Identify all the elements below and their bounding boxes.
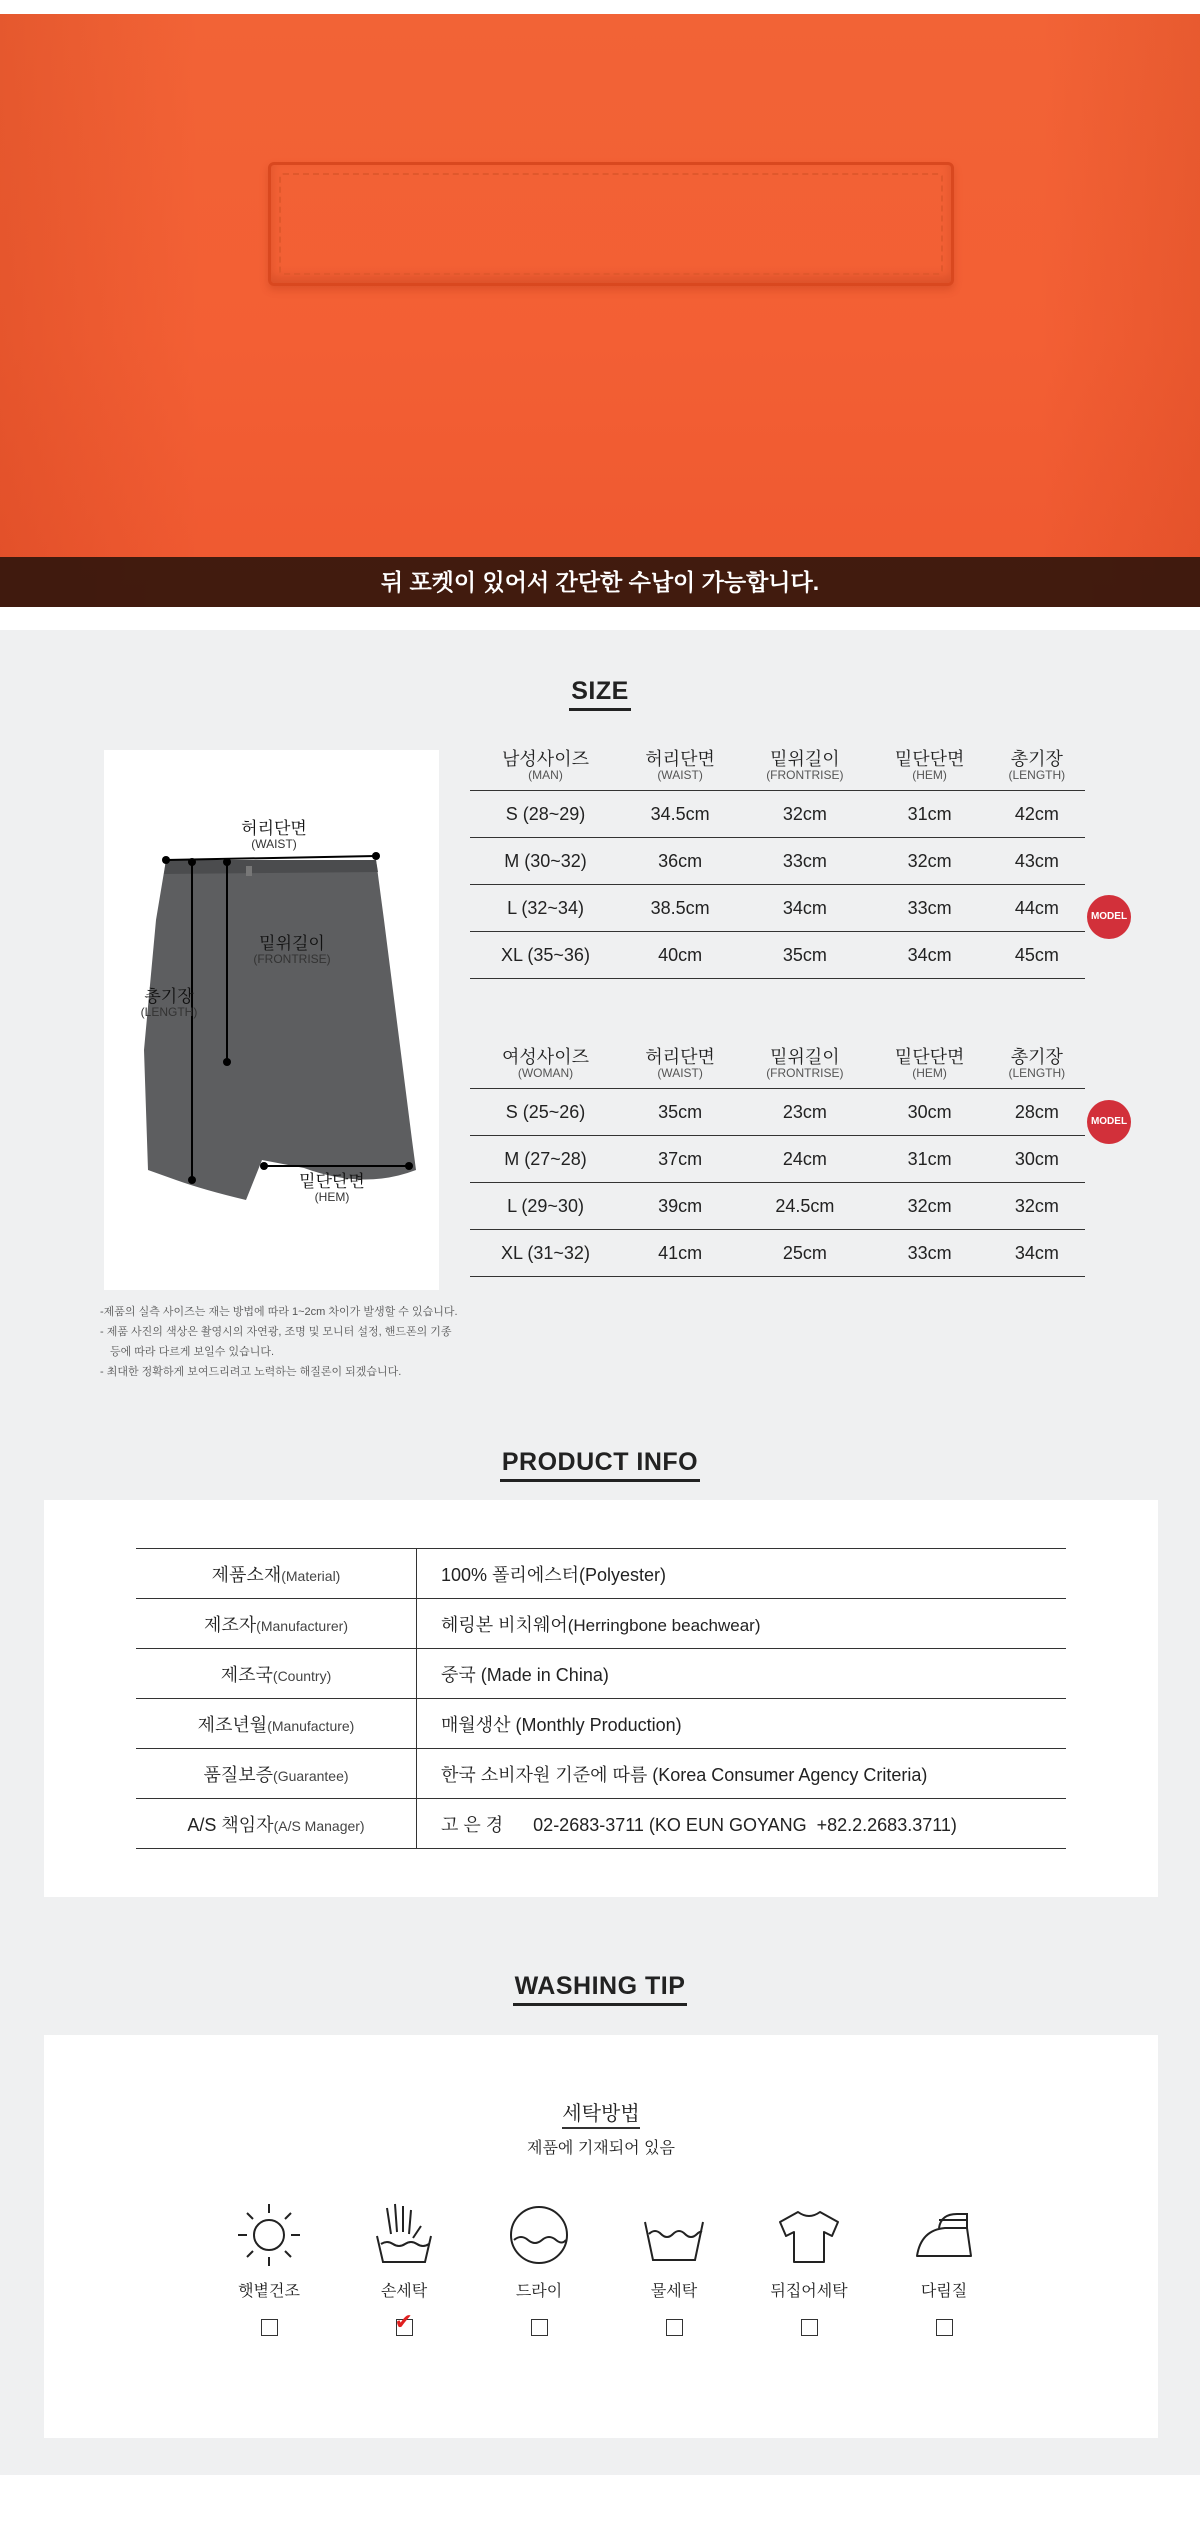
women-header-hem: 밑단단면 (HEM) xyxy=(871,1038,989,1089)
hand-wash-icon xyxy=(369,2200,439,2270)
table-row: S (28~29) 34.5cm 32cm 31cm 42cm xyxy=(470,791,1085,838)
length-label: 총기장 (LENGTH) xyxy=(140,987,198,1019)
washing-tip-title: WASHING TIP xyxy=(0,1972,1200,2001)
men-header-length: 총기장 (LENGTH) xyxy=(989,740,1085,791)
table-row: L (32~34) 38.5cm 34cm 33cm 44cm xyxy=(470,885,1085,932)
size-title: SIZE xyxy=(0,677,1200,706)
wash-item-water-wash xyxy=(604,2200,744,2336)
women-header-waist: 허리단면 (WAIST) xyxy=(621,1038,739,1089)
washing-card xyxy=(44,2035,1158,2438)
wash-label: 드라이 xyxy=(515,2283,563,2300)
women-header-frontrise: 밑위길이 (FRONTRISE) xyxy=(739,1038,870,1089)
table-row: XL (35~36) 40cm 35cm 34cm 45cm xyxy=(470,932,1085,979)
dry-clean-icon xyxy=(504,2200,574,2270)
wash-label: 햇볕건조 xyxy=(238,2283,300,2300)
women-header-length: 총기장 (LENGTH) xyxy=(989,1038,1085,1089)
table-row: M (30~32) 36cm 33cm 32cm 43cm xyxy=(470,838,1085,885)
iron-icon xyxy=(909,2200,979,2270)
table-row: 제품소재(Material) 100% 폴리에스터(Polyester) xyxy=(136,1549,1066,1599)
table-row: M (27~28) 37cm 24cm 31cm 30cm xyxy=(470,1136,1085,1183)
sun-dry-icon xyxy=(234,2200,304,2270)
men-header-hem: 밑단단면 (HEM) xyxy=(871,740,989,791)
table-row: 제조자(Manufacturer) 헤링본 비치웨어(Herringbone beachwear) xyxy=(136,1599,1066,1649)
wash-label: 손세탁 xyxy=(380,2283,428,2300)
water-wash-icon xyxy=(639,2200,709,2270)
wash-label: 뒤집어세탁 xyxy=(770,2283,848,2300)
inside-out-wash-icon xyxy=(774,2200,844,2270)
hero-photo xyxy=(0,14,1200,607)
wash-item-hand-wash xyxy=(334,2200,474,2336)
size-diagram xyxy=(104,750,439,1290)
sun-dry-checkbox[interactable] xyxy=(261,2319,278,2336)
women-header-size: 여성사이즈 (WOMAN) xyxy=(470,1038,621,1089)
wash-item-dry-clean xyxy=(469,2200,609,2336)
wash-method-subtitle: 제품에 기재되어 있음 xyxy=(527,2140,675,2157)
back-pocket-image xyxy=(268,162,954,286)
waist-label: 허리단면 (WAIST) xyxy=(241,819,307,851)
size-notes: -제품의 실측 사이즈는 재는 방법에 따라 1~2cm 차이가 발생할 수 있습니다. - 제품 사진의 색상은 촬영시의 자연광, 조명 및 모니터 설정, 핸드폰의 기종 등에 따라 다르게 보일수 있습니다. - 최대한 정확하게 보여드리려고 노력하는 해질론이 되겠습니다. xyxy=(100,1306,458,1378)
table-row: L (29~30) 39cm 24.5cm 32cm 32cm xyxy=(470,1183,1085,1230)
frontrise-label: 밑위길이 (FRONTRISE) xyxy=(253,934,331,966)
wash-item-sun-dry xyxy=(199,2200,339,2336)
table-row: 품질보증(Guarantee) 한국 소비자원 기준에 따름 (Korea Consumer Agency Criteria) xyxy=(136,1749,1066,1799)
checkmark-icon: ✔ xyxy=(394,2309,413,2334)
model-badge-women: MODEL xyxy=(1087,1100,1131,1144)
hem-label: 밑단단면 (HEM) xyxy=(299,1172,365,1204)
water-wash-checkbox[interactable] xyxy=(666,2319,683,2336)
wash-label: 다림질 xyxy=(920,2283,968,2300)
iron-checkbox[interactable] xyxy=(936,2319,953,2336)
product-info-card xyxy=(44,1500,1158,1897)
wash-method-title: 세탁방법 xyxy=(44,2097,1158,2126)
women-size-table xyxy=(470,1038,1085,1277)
wash-item-iron xyxy=(874,2200,1014,2336)
wash-label: 물세탁 xyxy=(650,2283,698,2300)
table-row: 제조년월(Manufacture) 매월생산 (Monthly Production) xyxy=(136,1699,1066,1749)
men-header-size: 남성사이즈 (MAN) xyxy=(470,740,621,791)
product-info-title: PRODUCT INFO xyxy=(0,1448,1200,1477)
men-header-frontrise: 밑위길이 (FRONTRISE) xyxy=(739,740,870,791)
hand-wash-checkbox[interactable] xyxy=(394,2309,413,2336)
product-info-table xyxy=(136,1548,1066,1849)
hero-caption: 뒤 포켓이 있어서 간단한 수납이 가능합니다. xyxy=(0,557,1200,607)
wash-item-inside-out xyxy=(739,2200,879,2336)
table-row: S (25~26) 35cm 23cm 30cm 28cm xyxy=(470,1089,1085,1136)
model-badge-men: MODEL xyxy=(1087,895,1131,939)
dry-clean-checkbox[interactable] xyxy=(531,2319,548,2336)
men-header-waist: 허리단면 (WAIST) xyxy=(621,740,739,791)
table-row: A/S 책임자(A/S Manager) 고 은 경 02-2683-3711 (KO EUN GOYANG +82.2.2683.3711) xyxy=(136,1799,1066,1849)
men-size-table xyxy=(470,740,1085,979)
table-row: XL (31~32) 41cm 25cm 33cm 34cm xyxy=(470,1230,1085,1277)
table-row: 제조국(Country) 중국 (Made in China) xyxy=(136,1649,1066,1699)
inside-out-checkbox[interactable] xyxy=(801,2319,818,2336)
